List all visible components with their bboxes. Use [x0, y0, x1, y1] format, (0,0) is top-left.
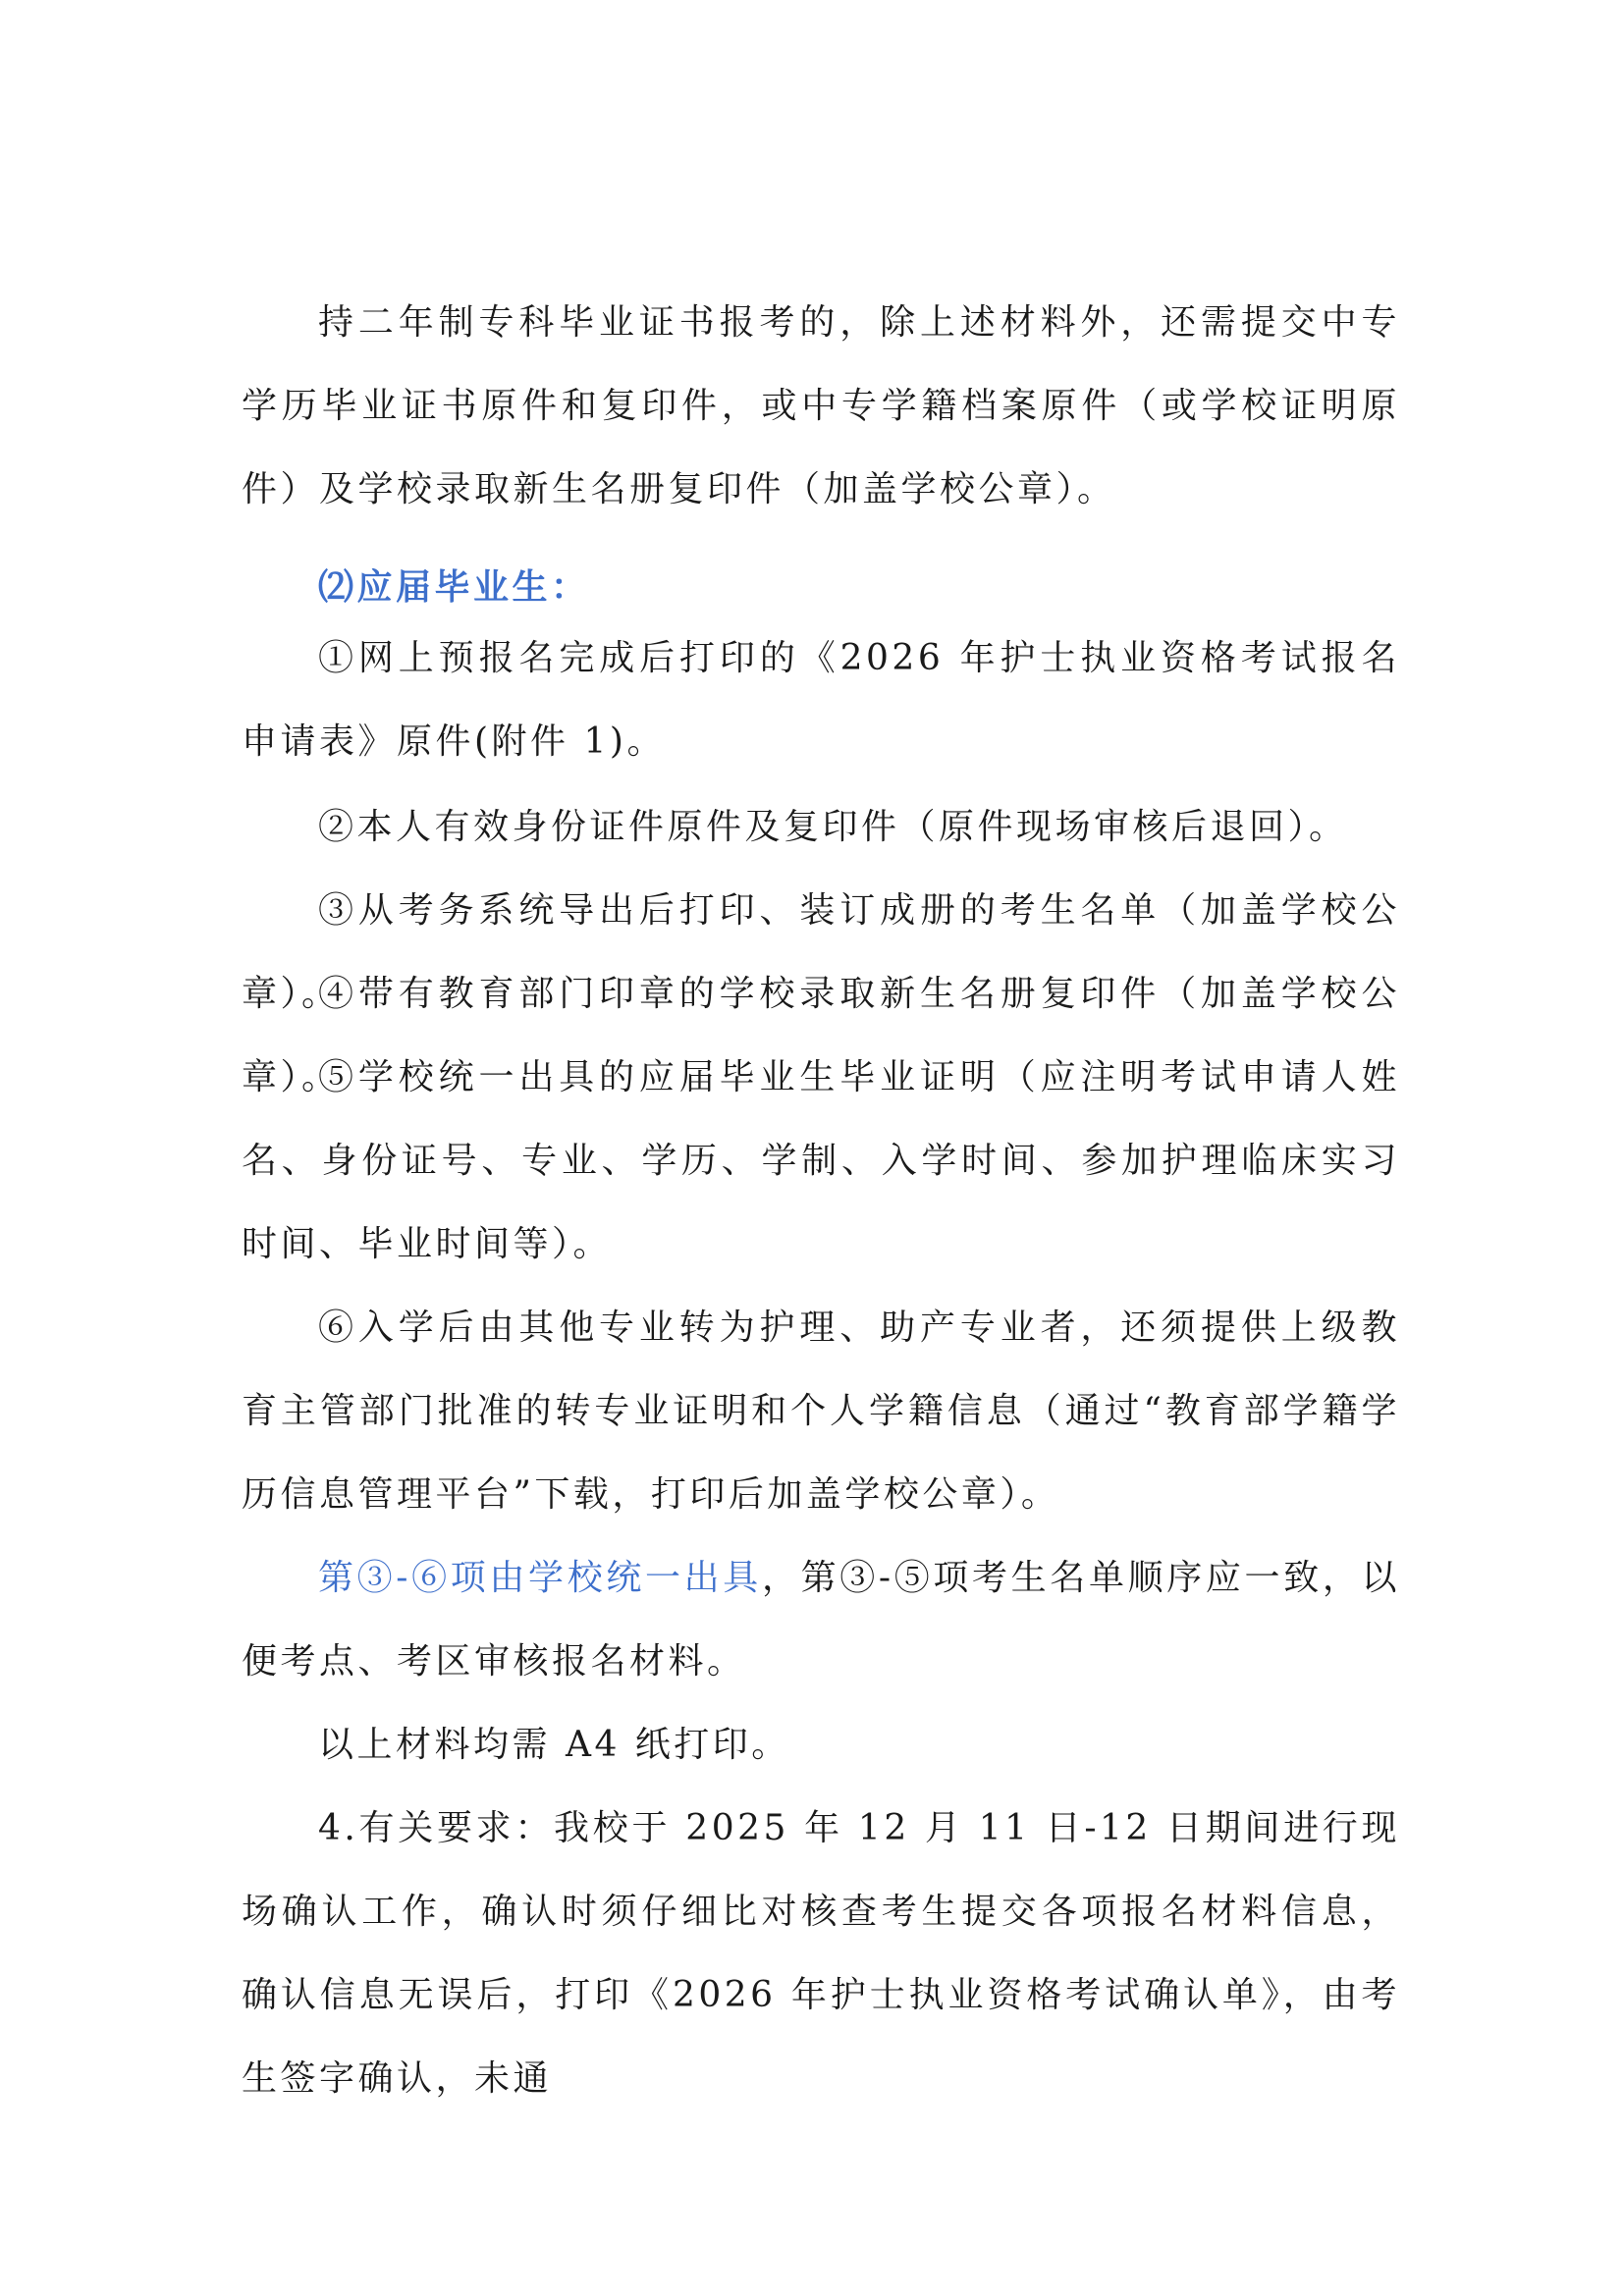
paragraph-requirements	[242, 1787, 1400, 2120]
item-6-major-transfer	[242, 1286, 1400, 1536]
paragraph-a4-print	[242, 1703, 1400, 1787]
item-2-id-document	[242, 785, 1400, 869]
paragraph-rest-text: ，第③-⑤项考生名单顺序应一致，以便考点、考区审核报名材料。	[242, 1558, 1400, 1682]
list-item: ②本人有效身份证件原件及复印件（原件现场审核后退回）。	[318, 807, 1348, 847]
paragraph-text	[242, 1536, 1400, 1703]
paragraph-two-year-diploma	[242, 281, 1400, 531]
list-item: ⑥入学后由其他专业转为护理、助产专业者，还须提供上级教育主管部门批准的转专业证明和个人学籍信息（通过“教育部学籍学历信息管理平台”下载，打印后加盖学校公章）。	[242, 1308, 1400, 1515]
paragraph-school-issued-note	[242, 1536, 1400, 1703]
list-item: ③从考务系统导出后打印、装订成册的考生名单（加盖学校公章）。	[242, 890, 1400, 1014]
item-1-application-form	[242, 616, 1400, 783]
item-5-graduation-certificate	[242, 1036, 1400, 1286]
highlighted-text: 第③-⑥项由学校统一出具	[318, 1558, 762, 1598]
list-item: ①网上预报名完成后打印的《2026 年护士执业资格考试报名申请表》原件(附件 1)。	[242, 638, 1400, 762]
paragraph-text: 持二年制专科毕业证书报考的，除上述材料外，还需提交中专学历毕业证书原件和复印件，或中专学籍档案原件（或学校证明原件）及学校录取新生名册复印件（加盖学校公章）。	[242, 302, 1400, 509]
paragraph-text: 4.有关要求：我校于 2025 年 12 月 11 日-12 日期间进行现场确认工作，确认时须仔细比对核查考生提交各项报名材料信息，确认信息无误后，打印《2026 年护士执业资格考试确认单》，由考生签字确认，未通	[242, 1808, 1400, 2099]
paragraph-text: 以上材料均需 A4 纸打印。	[318, 1725, 790, 1765]
list-item: ④带有教育部门印章的学校录取新生名册复印件（加盖学校公章）。	[242, 974, 1400, 1097]
section-heading: ⑵应届毕业生：	[318, 566, 590, 608]
list-item: ⑤学校统一出具的应届毕业生毕业证明（应注明考试申请人姓名、身份证号、专业、学历、学制、入学时间、参加护理临床实习时间、毕业时间等）。	[242, 1057, 1400, 1264]
